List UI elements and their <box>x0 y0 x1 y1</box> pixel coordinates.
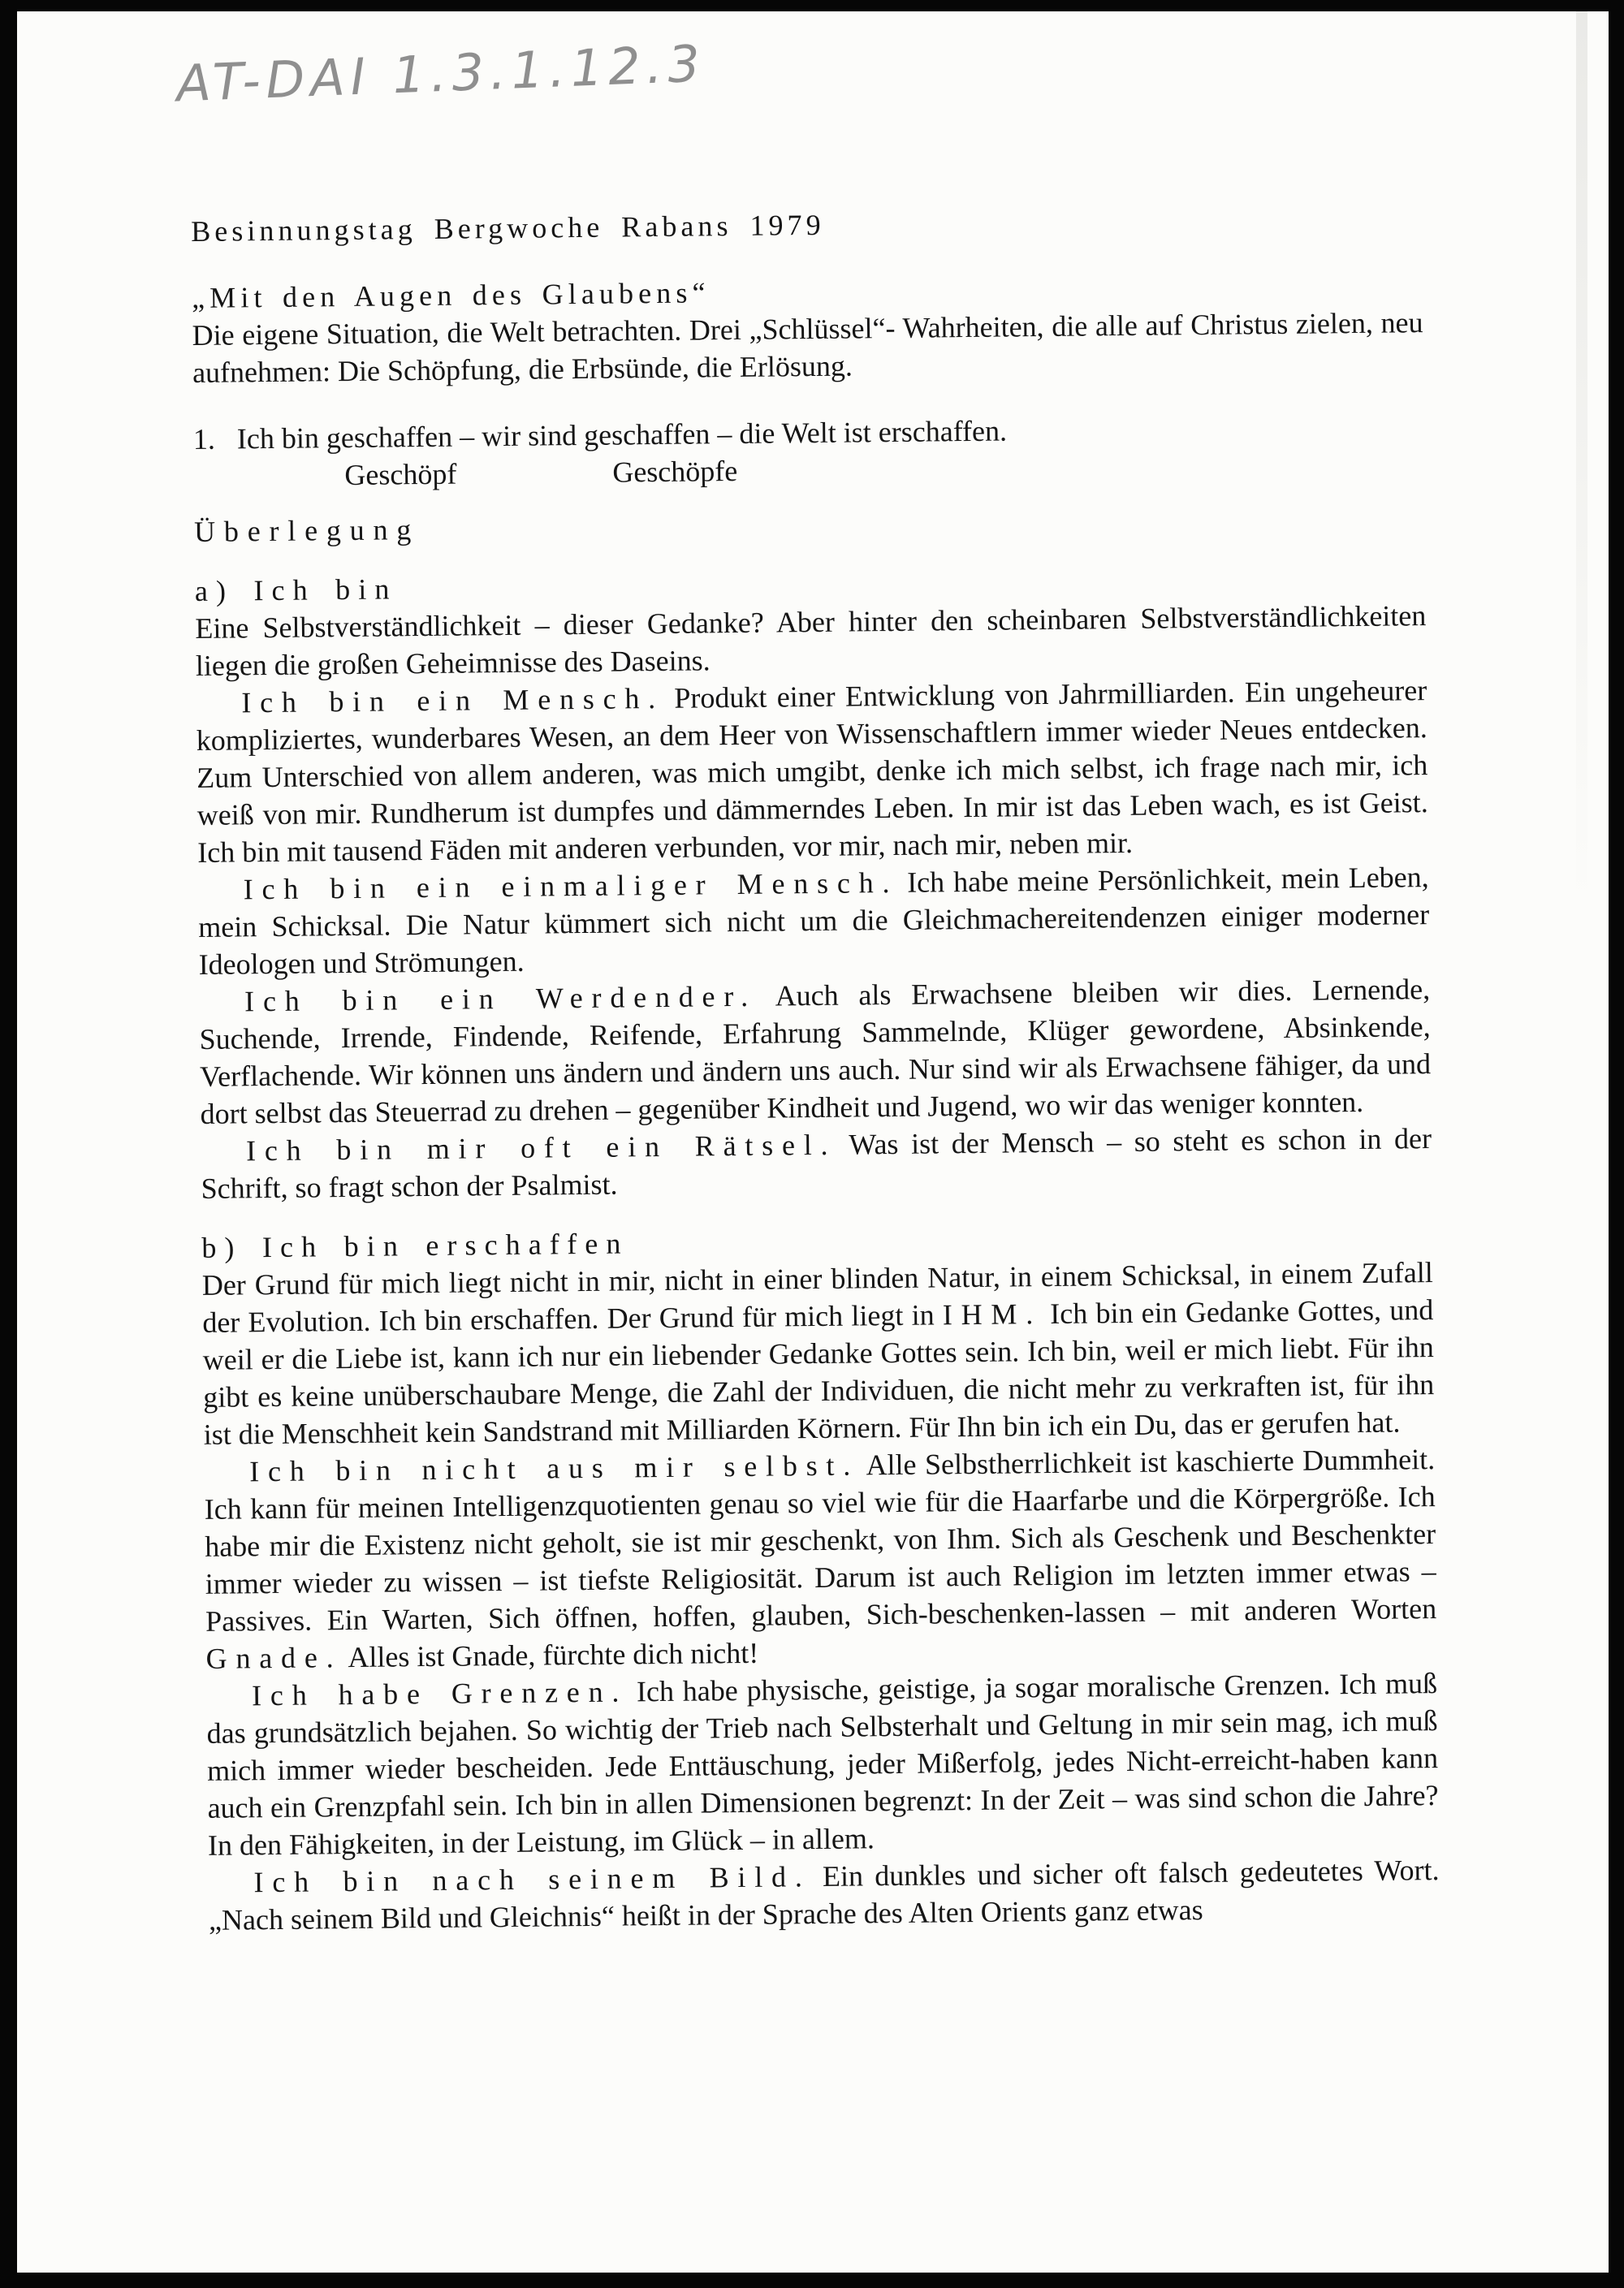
paragraph <box>204 1440 1437 1677</box>
body-text: Auch als Erwachsene bleiben wir dies. Lernende, Suchende, Irrende, Findende, Reifende, Erfahrung Sammelnde, Klüger gewordene, Absinkende, Verflachende. Wir können uns ändern und ändern uns auch. Nur sind wir als Erwachsene fähiger, da und dort selbst das Steuerrad zu drehen – gegenüber Kindheit und Jugend, wo wir das weniger konnten. <box>199 973 1432 1130</box>
body-text: Alle Selbstherrlichkeit ist kaschierte Dummheit. Ich kann für meinen Intelligenzquotienten genau so viel wie für die Haarfarbe und die Körpergröße. Ich habe mir die Existenz nicht geholt, sie ist mir geschenkt, von Ihm. Sich als Geschenk und Beschenkter immer wieder zu wissen – ist tiefste Religiosität. Darum ist auch Religion im letzten immer etwas – Passives. Ein Warten, Sich öffnen, hoffen, glauben, Sich-beschenken-lassen – mit anderen Worten <box>204 1443 1437 1638</box>
emphasized-phrase: Ich bin nicht aus mir selbst. <box>249 1448 860 1488</box>
emphasized-phrase: Ich habe Grenzen. <box>251 1675 628 1712</box>
paragraph <box>197 858 1429 983</box>
paragraph <box>208 1851 1440 1939</box>
section-heading: b) Ich bin erschaffen <box>201 1227 629 1264</box>
emphasized-phrase: Ich bin ein einmaliger Mensch. <box>243 866 899 906</box>
emphasized-phrase: Ich bin nach seinem Bild. <box>253 1860 811 1899</box>
emphasized-phrase: Ich bin ein Werdender. <box>244 979 758 1018</box>
document-body <box>191 200 1440 1939</box>
body-text: Ein dunkles und sicher oft falsch gedeutetes Wort. „Nach seinem Bild und Gleichnis“ heißt in der Sprache des Alten Orients ganz etwas <box>208 1854 1440 1936</box>
sections <box>195 559 1440 1939</box>
section-heading: a) Ich bin <box>194 572 398 607</box>
paragraph <box>202 1254 1435 1453</box>
paragraph <box>201 1120 1432 1207</box>
reflection-label: Überlegung <box>193 513 421 548</box>
intro-paragraph: Die eigene Situation, die Welt betrachten. Drei „Schlüssel“- Wahrheiten, die alle auf Christus zielen, neu aufnehmen: Die Schöpfung, die Erbsünde, die Erlösung. <box>192 306 1423 389</box>
paragraph <box>199 970 1432 1133</box>
handwritten-archive-annotation: AT-DAI 1.3.1.12.3 <box>175 33 707 114</box>
body-text: Ich bin ein Gedanke Gottes, und weil er die Liebe ist, kann ich nur ein liebender Gedanke Gottes sein. Ich bin, weil er mich liebt. Für ihn gibt es keine unüberschaubare Menge, die Zahl der Individuen, die nicht mehr zu verkraften ist, für ihn ist die Menschheit kein Sandstrand mit Milliarden Körnern. Für Ihn bin ich ein Du, das er gerufen hat. <box>202 1293 1435 1451</box>
paragraph <box>195 597 1427 684</box>
body-text: Alles ist Gnade, fürchte dich nicht! <box>342 1636 759 1674</box>
document-title: Besinnungstag Bergwoche Rabans 1979 <box>191 208 825 248</box>
document-subtitle: „Mit den Augen des Glaubens“ <box>191 276 710 314</box>
body-text: Was ist der Mensch – so steht es schon in der Schrift, so fragt schon der Psalmist. <box>201 1122 1432 1205</box>
paper-sheet <box>17 11 1609 2273</box>
item-text: Ich bin geschaffen – wir sind geschaffen – die Welt ist erschaffen. <box>236 414 1008 455</box>
body-text: Ich habe physische, geistige, ja sogar moralische Grenzen. Ich muß das grundsätzlich bejahen. So wichtig der Trieb nach Selbsterhalt und Geltung in mir sein mag, ich muß mich immer wieder bescheiden. Jede Enttäuschung, jeder Mißerfolg, jedes Nicht-erreicht-haben kann auch ein Grenzpfahl sein. Ich bin in allen Dimensionen begrenzt: In der Zeit – was sind schon die Jahre? In den Fähigkeiten, in der Leistung, im Glück – in allem. <box>206 1667 1439 1862</box>
gloss-plural: Geschöpfe <box>612 454 738 489</box>
paragraph <box>196 671 1428 871</box>
paragraph <box>206 1664 1439 1864</box>
body-text: Der Grund für mich liegt nicht in mir, nicht in einer blinden Natur, in einem Schicksal, in einem Zufall der Evolution. Ich bin erschaffen. Der Grund für mich liegt in <box>201 1256 1433 1339</box>
emphasized-phrase: IHM. <box>942 1297 1043 1332</box>
body-text: Produkt einer Entwicklung von Jahrmilliarden. Ein ungeheurer kompliziertes, wunderbares Wesen, an dem Heer von Wissenschaftlern immer wieder Neues entdecken. Zum Unterschied von allem anderen, was mich umgibt, denke ich mich selbst, ich frage nach mir, ich weiß von mir. Rundherum ist dumpfes und dämmerndes Leben. In mir ist das Leben wach, es ist Geist. Ich bin mit tausend Fäden mit anderen verbunden, vor mir, nach mir, neben mir. <box>196 674 1428 869</box>
body-text: Eine Selbstverständlichkeit – dieser Gedanke? Aber hinter den scheinbaren Selbstverständlichkeiten liegen die großen Geheimnisse des Daseins. <box>195 599 1427 682</box>
emphasized-phrase: Gnade. <box>205 1641 343 1675</box>
emphasized-phrase: Ich bin ein Mensch. <box>241 681 665 719</box>
body-text: Ich habe meine Persönlichkeit, mein Leben, mein Schicksal. Die Natur kümmert sich nicht um die Gleichmachereitendenzen einiger moderner Ideologen und Strömungen. <box>198 861 1430 981</box>
item-number: 1. <box>192 422 216 455</box>
emphasized-phrase: Ich bin mir oft ein Rätsel. <box>245 1128 837 1168</box>
gloss-singular: Geschöpf <box>344 457 457 492</box>
